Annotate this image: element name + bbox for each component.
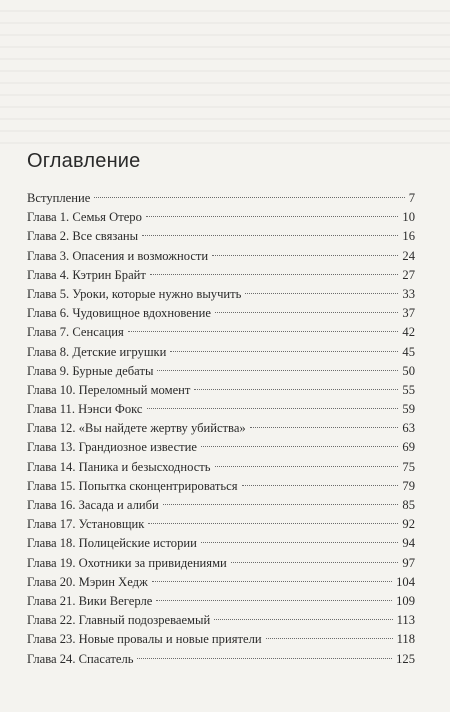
toc-entry-title: Глава 20. Мэрин Хедж xyxy=(27,574,148,589)
toc-entry-page-number: 85 xyxy=(402,498,415,512)
dot-leader xyxy=(201,542,399,543)
toc-entry xyxy=(27,285,415,304)
toc-entry-page-number: 109 xyxy=(396,593,415,608)
dot-leader xyxy=(150,274,399,275)
dot-leader xyxy=(215,312,398,313)
toc-entry xyxy=(27,515,415,534)
toc-entry-title: Глава 8. Детские игрушки xyxy=(27,344,167,359)
dot-leader xyxy=(194,389,398,390)
toc-entry-title: Глава 11. Нэнси Фокс xyxy=(27,402,143,417)
toc-entry-title: Глава 3. Опасения и возможности xyxy=(27,248,209,263)
toc-entry-page-number: 42 xyxy=(402,325,415,340)
toc-entry xyxy=(27,496,415,515)
toc-entry-page-number: 92 xyxy=(402,517,415,532)
toc-entry-page-number: 45 xyxy=(402,344,415,359)
toc-entry-page-number: 75 xyxy=(402,459,415,474)
dot-leader xyxy=(137,658,392,659)
toc-entry xyxy=(27,438,415,457)
toc-entry-page-number: 10 xyxy=(402,210,415,225)
toc-entry-page-number: 94 xyxy=(402,536,415,551)
toc-entry-page-number: 118 xyxy=(396,632,415,647)
dot-leader xyxy=(147,408,399,409)
toc-entry xyxy=(27,266,415,285)
toc-entry xyxy=(27,592,415,611)
toc-entry-page-number: 113 xyxy=(396,613,415,628)
toc-entry-title: Глава 2. Все связаны xyxy=(27,229,139,244)
toc-entry-page-number: 55 xyxy=(402,382,415,397)
toc-entry-title: Глава 15. Попытка сконцентрироваться xyxy=(27,478,238,493)
table-of-contents xyxy=(27,189,415,669)
dot-leader xyxy=(250,427,399,428)
toc-entry-page-number: 79 xyxy=(402,478,415,493)
dot-leader xyxy=(242,485,399,486)
toc-entry-title: Глава 1. Семья Отеро xyxy=(27,210,142,225)
toc-entry-title: Глава 19. Охотники за привидениями xyxy=(27,555,227,570)
page-title: Оглавление xyxy=(27,150,141,172)
toc-entry xyxy=(27,554,415,573)
toc-entry-title: Глава 7. Сенсация xyxy=(27,325,124,340)
bleed-through-text xyxy=(0,0,450,150)
toc-entry-page-number: 50 xyxy=(402,363,415,378)
toc-entry-title: Глава 5. Уроки, которые нужно выучить xyxy=(27,286,242,301)
dot-leader xyxy=(146,216,399,217)
toc-entry-title: Глава 22. Главный подозреваемый xyxy=(27,613,211,628)
toc-entry-page-number: 104 xyxy=(396,574,415,589)
toc-entry-page-number: 16 xyxy=(402,229,415,244)
toc-entry-title: Глава 18. Полицейские истории xyxy=(27,536,197,551)
toc-entry xyxy=(27,630,415,649)
toc-entry xyxy=(27,419,415,438)
toc-entry-page-number: 97 xyxy=(402,555,415,570)
toc-entry xyxy=(27,650,415,669)
toc-entry xyxy=(27,362,415,381)
dot-leader xyxy=(266,638,393,639)
dot-leader xyxy=(170,351,398,352)
toc-entry-page-number: 24 xyxy=(402,248,415,263)
toc-entry xyxy=(27,534,415,553)
toc-entry-page-number: 27 xyxy=(402,267,415,282)
dot-leader xyxy=(245,293,398,294)
toc-entry xyxy=(27,343,415,362)
toc-entry-title: Глава 13. Грандиозное известие xyxy=(27,440,197,455)
dot-leader xyxy=(142,235,398,236)
toc-entry-title: Глава 6. Чудовищное вдохновение xyxy=(27,306,211,321)
toc-entry xyxy=(27,189,415,208)
toc-entry-page-number: 7 xyxy=(408,191,415,205)
toc-entry-page-number: 33 xyxy=(402,286,415,301)
dot-leader xyxy=(128,331,399,332)
dot-leader xyxy=(163,504,399,505)
toc-entry-title: Глава 9. Бурные дебаты xyxy=(27,363,154,378)
toc-entry-title: Глава 21. Вики Вегерле xyxy=(27,593,153,608)
dot-leader xyxy=(94,197,404,198)
toc-entry xyxy=(27,227,415,246)
toc-entry-title: Глава 17. Установщик xyxy=(27,517,145,532)
dot-leader xyxy=(156,600,392,601)
dot-leader xyxy=(215,466,399,467)
toc-entry-title: Глава 12. «Вы найдете жертву убийства» xyxy=(27,421,246,436)
dot-leader xyxy=(201,446,398,447)
toc-entry-title: Вступление xyxy=(27,191,91,205)
dot-leader xyxy=(148,523,398,524)
toc-entry-page-number: 69 xyxy=(402,440,415,455)
toc-entry-page-number: 59 xyxy=(402,402,415,417)
dot-leader xyxy=(231,562,399,563)
toc-entry-page-number: 37 xyxy=(402,306,415,321)
toc-entry-title: Глава 10. Переломный момент xyxy=(27,382,191,397)
toc-entry xyxy=(27,611,415,630)
toc-entry xyxy=(27,381,415,400)
toc-entry xyxy=(27,323,415,342)
toc-entry xyxy=(27,573,415,592)
dot-leader xyxy=(157,370,398,371)
toc-entry-title: Глава 23. Новые провалы и новые приятели xyxy=(27,632,262,647)
toc-entry-title: Глава 24. Спасатель xyxy=(27,651,134,666)
toc-entry-page-number: 125 xyxy=(396,651,415,666)
toc-entry xyxy=(27,304,415,323)
toc-entry-title: Глава 14. Паника и безысходность xyxy=(27,459,211,474)
toc-entry-page-number: 63 xyxy=(402,421,415,436)
toc-entry xyxy=(27,477,415,496)
toc-entry-title: Глава 4. Кэтрин Брайт xyxy=(27,267,146,282)
toc-entry xyxy=(27,458,415,477)
dot-leader xyxy=(214,619,392,620)
toc-entry xyxy=(27,400,415,419)
toc-entry xyxy=(27,247,415,266)
toc-entry xyxy=(27,208,415,227)
dot-leader xyxy=(152,581,392,582)
dot-leader xyxy=(212,255,398,256)
toc-entry-title: Глава 16. Засада и алиби xyxy=(27,498,159,512)
